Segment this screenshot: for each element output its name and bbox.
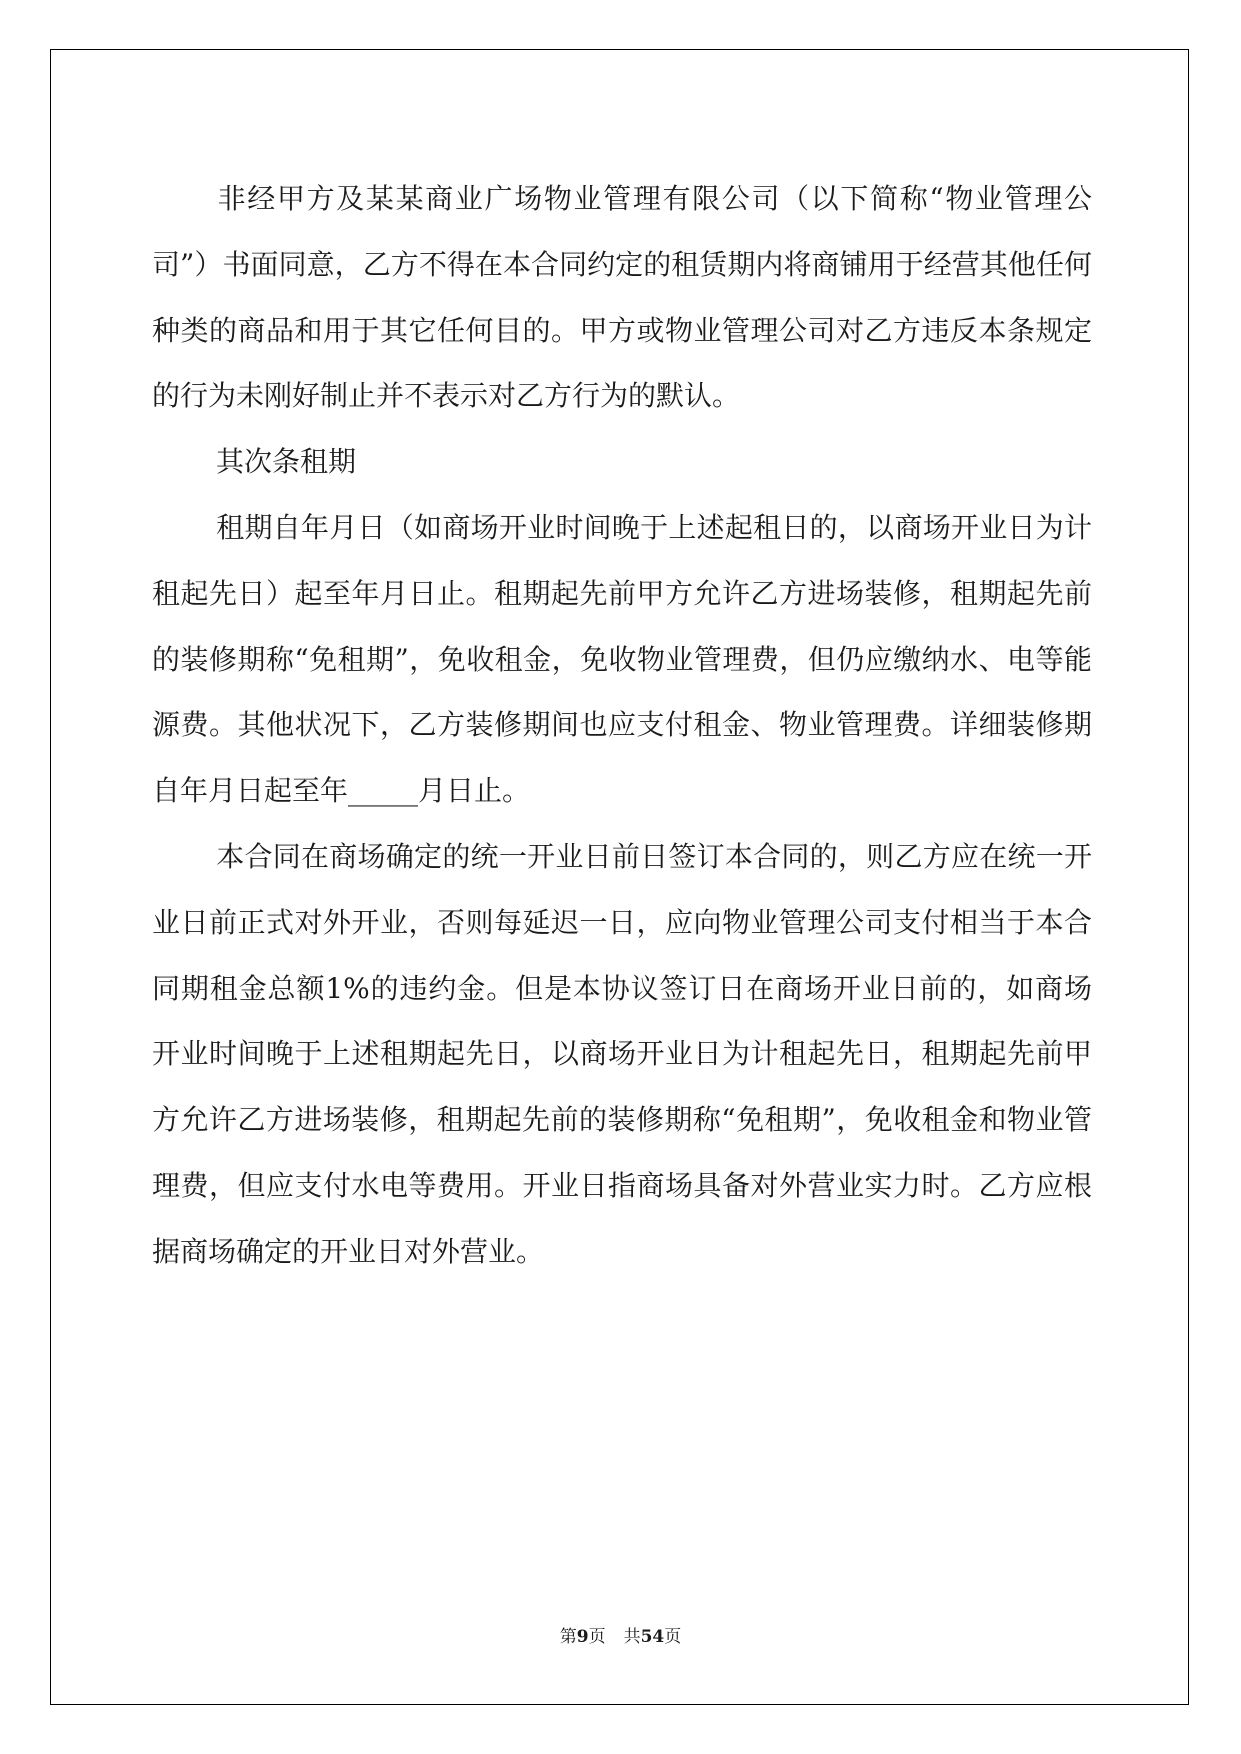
paragraph-opening-date: 本合同在商场确定的统一开业日前日签订本合同的，则乙方应在统一开业日前正式对外开业，否则每延迟一日，应向物业管理公司支付相当于本合同期租金总额1%的违约金。但是本协议签订日在商场开业日前的，如商场开业时间晚于上述租期起先日，以商场开业日为计租起先日，租期起先前甲方允许乙方进场装修，租期起先前的装修期称“免租期”，免收租金和物业管理费，但应支付水电等费用。开业日指商场具备对外营业实力时。乙方应根据商场确定的开业日对外营业。 xyxy=(152,839,1092,1268)
page-prefix: 第 xyxy=(559,1627,577,1647)
page-current: 9 xyxy=(576,1627,589,1647)
page-suffix: 页 xyxy=(588,1627,606,1647)
paragraph-usage-restriction: 非经甲方及某某商业广场物业管理有限公司（以下简称“物业管理公司”）书面同意，乙方不得在本合同约定的租赁期内将商铺用于经营其他任何种类的商品和用于其它任何目的。甲方或物业管理公司对乙方违反本条规定的行为未刚好制止并不表示对乙方行为的默认。 xyxy=(152,182,1092,413)
document-body xyxy=(152,166,1092,1285)
page-total: 54 xyxy=(640,1627,665,1647)
section-heading-lease-term: 其次条租期 xyxy=(216,445,357,479)
total-suffix: 页 xyxy=(664,1627,682,1647)
total-prefix: 共 xyxy=(623,1627,641,1647)
page-number-footer xyxy=(0,1622,1241,1647)
paragraph-lease-term: 租期自年月日（如商场开业时间晚于上述起租日的，以商场开业日为计租起先日）起至年月日止。租期起先前甲方允许乙方进场装修，租期起先前的装修期称“免租期”，免收租金，免收物业管理费，但仍应缴纳水、电等能源费。其他状况下，乙方装修期间也应支付租金、物业管理费。详细装修期自年月日起至年_____月日止。 xyxy=(152,510,1092,808)
